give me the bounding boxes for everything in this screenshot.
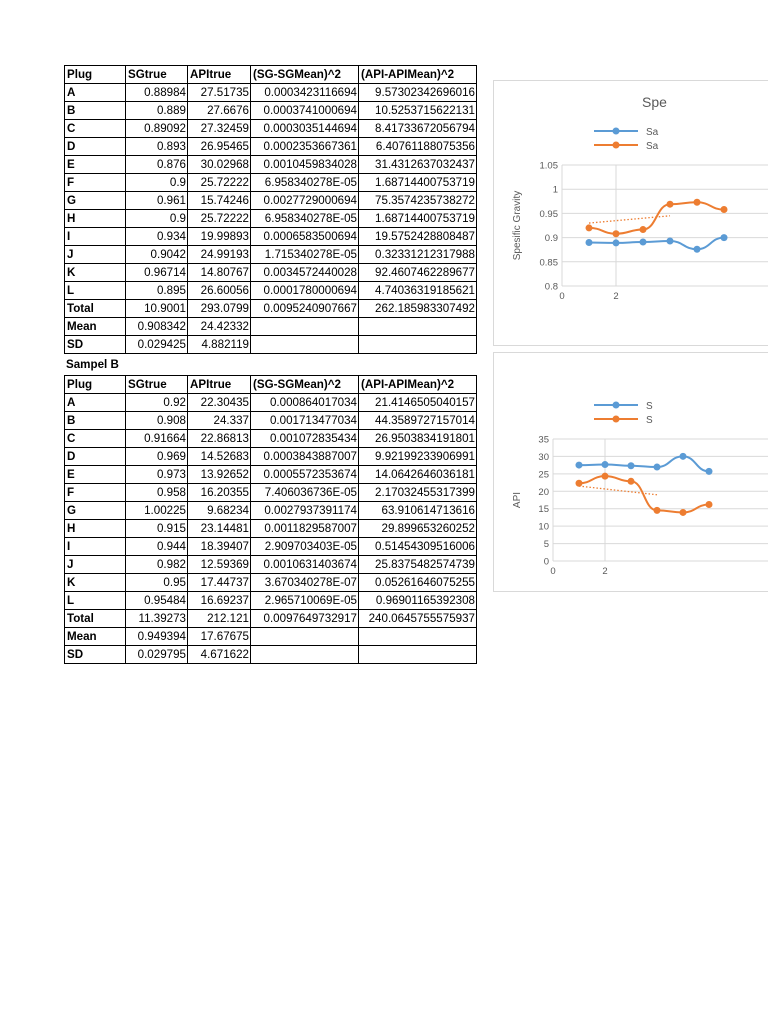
cell[interactable]: 10.9001 — [126, 300, 188, 318]
cell[interactable]: 4.74036319185621 — [359, 282, 477, 300]
table-row — [65, 520, 477, 538]
table-row — [65, 466, 477, 484]
cell[interactable] — [359, 646, 477, 664]
cell[interactable]: 1.00225 — [126, 502, 188, 520]
cell[interactable] — [251, 318, 359, 336]
y-tick-label: 15 — [538, 504, 549, 516]
cell[interactable]: 262.185983307492 — [359, 300, 477, 318]
cell[interactable]: 0.32331212317988 — [359, 246, 477, 264]
table-row — [65, 394, 477, 412]
cell[interactable]: 0.0011829587007 — [251, 520, 359, 538]
cell[interactable]: 0.961 — [126, 192, 188, 210]
total-row — [65, 300, 477, 318]
cell[interactable]: 1.68714400753719 — [359, 210, 477, 228]
cell[interactable]: 23.14481 — [188, 520, 251, 538]
cell[interactable]: Mean — [65, 628, 126, 646]
mean-row — [65, 628, 477, 646]
y-axis-label: API — [512, 491, 523, 509]
cell[interactable]: 2.17032455317399 — [359, 484, 477, 502]
y-tick-label: 0.8 — [544, 281, 558, 293]
cell[interactable]: J — [65, 556, 126, 574]
table-row — [65, 156, 477, 174]
table-row — [65, 574, 477, 592]
sd-row — [65, 336, 477, 354]
data-point — [680, 509, 687, 516]
cell[interactable]: 9.92199233906991 — [359, 448, 477, 466]
table-row — [65, 430, 477, 448]
cell[interactable]: E — [65, 466, 126, 484]
cell[interactable]: Plug — [65, 376, 126, 394]
cell[interactable]: 212.121 — [188, 610, 251, 628]
data-point — [680, 453, 687, 460]
table-row — [65, 246, 477, 264]
header-row — [65, 66, 477, 84]
cell[interactable]: (SG-SGMean)^2 — [251, 66, 359, 84]
cell[interactable]: 9.5730234269601​6 — [359, 84, 477, 102]
series-line — [589, 238, 724, 250]
table-row — [65, 412, 477, 430]
y-tick-label: 0.85 — [539, 257, 558, 269]
cell[interactable]: 26.9503834191801 — [359, 430, 477, 448]
cell[interactable]: 0.029795 — [126, 646, 188, 664]
cell[interactable]: Plug — [65, 66, 126, 84]
cell[interactable]: 2.909703403E-05 — [251, 538, 359, 556]
cell[interactable]: 0.92 — [126, 394, 188, 412]
cell[interactable]: 44.3589727157014 — [359, 412, 477, 430]
data-point — [721, 234, 728, 241]
cell[interactable]: 0.05261646075255 — [359, 574, 477, 592]
cell[interactable]: 1.715340278E-05 — [251, 246, 359, 264]
cell[interactable]: D — [65, 138, 126, 156]
cell[interactable]: 3.670340278E-07 — [251, 574, 359, 592]
cell[interactable]: 4.882119 — [188, 336, 251, 354]
cell[interactable]: L — [65, 592, 126, 610]
cell[interactable]: I — [65, 538, 126, 556]
cell[interactable]: 0.915 — [126, 520, 188, 538]
cell[interactable]: 0.91664 — [126, 430, 188, 448]
data-point — [602, 461, 609, 468]
legend-marker — [613, 142, 620, 149]
legend-marker — [613, 128, 620, 135]
cell[interactable]: 0.889 — [126, 102, 188, 120]
cell[interactable]: 0.0095240907667 — [251, 300, 359, 318]
cell[interactable] — [359, 336, 477, 354]
cell[interactable]: 27.6676 — [188, 102, 251, 120]
cell[interactable]: 18.39407 — [188, 538, 251, 556]
cell[interactable]: 0.0003035144694 — [251, 120, 359, 138]
cell[interactable]: 0.934 — [126, 228, 188, 246]
cell[interactable]: 0.9 — [126, 210, 188, 228]
cell[interactable]: 25.72222 — [188, 174, 251, 192]
y-tick-label: 0 — [543, 556, 549, 568]
y-tick-label: 25 — [538, 469, 549, 481]
cell[interactable]: SGtrue — [126, 66, 188, 84]
cell[interactable]: SGtrue — [126, 376, 188, 394]
cell[interactable]: 0.51454309516006 — [359, 538, 477, 556]
x-tick-label: 0 — [550, 566, 556, 577]
cell[interactable]: 0.95 — [126, 574, 188, 592]
cell[interactable]: 0.0005572353674 — [251, 466, 359, 484]
series-line — [579, 476, 709, 512]
cell[interactable]: SD — [65, 646, 126, 664]
cell[interactable]: 0.0002353667361 — [251, 138, 359, 156]
cell[interactable]: 14.0642646036181 — [359, 466, 477, 484]
table-row — [65, 84, 477, 102]
table-row — [65, 592, 477, 610]
cell[interactable]: 1.68714400753719 — [359, 174, 477, 192]
series-line — [589, 202, 724, 233]
cell[interactable]: F — [65, 484, 126, 502]
table-row — [65, 556, 477, 574]
cell[interactable]: 240.0645755575937 — [359, 610, 477, 628]
cell[interactable]: I — [65, 228, 126, 246]
cell[interactable]: 16.20355 — [188, 484, 251, 502]
cell[interactable]: J — [65, 246, 126, 264]
mean-row — [65, 318, 477, 336]
cell[interactable]: 0.88984 — [126, 84, 188, 102]
cell[interactable]: 0.949394 — [126, 628, 188, 646]
api-chart[interactable] — [493, 352, 768, 592]
cell[interactable]: 9.68234 — [188, 502, 251, 520]
cell[interactable]: APItrue — [188, 376, 251, 394]
cell[interactable]: A — [65, 84, 126, 102]
cell[interactable]: 6.95834027​8E-05 — [251, 174, 359, 192]
cell[interactable]: F — [65, 174, 126, 192]
cell[interactable]: 11.39273 — [126, 610, 188, 628]
cell[interactable]: 0.89092 — [126, 120, 188, 138]
data-point — [586, 239, 593, 246]
cell[interactable]: 63.910614713616 — [359, 502, 477, 520]
cell[interactable]: 0.895 — [126, 282, 188, 300]
cell[interactable]: 22.86813 — [188, 430, 251, 448]
table-row — [65, 264, 477, 282]
cell[interactable]: 24.337 — [188, 412, 251, 430]
table-row — [65, 502, 477, 520]
cell[interactable]: 24.42332 — [188, 318, 251, 336]
cell[interactable]: 0.0006583500694 — [251, 228, 359, 246]
data-point — [706, 468, 713, 475]
cell[interactable]: H — [65, 520, 126, 538]
cell[interactable]: G — [65, 502, 126, 520]
data-point — [654, 507, 661, 514]
cell[interactable]: 0.908342 — [126, 318, 188, 336]
cell[interactable]: APItrue — [188, 66, 251, 84]
cell[interactable]: 29.899653260252 — [359, 520, 477, 538]
cell[interactable]: 7.406036736E-05 — [251, 484, 359, 502]
cell[interactable]: 14.80767 — [188, 264, 251, 282]
cell[interactable]: Total — [65, 610, 126, 628]
legend-marker — [613, 416, 620, 423]
data-point — [613, 230, 620, 237]
cell[interactable] — [251, 646, 359, 664]
cell[interactable]: 25.72222 — [188, 210, 251, 228]
cell[interactable]: D — [65, 448, 126, 466]
cell[interactable]: G — [65, 192, 126, 210]
specific-gravity-chart[interactable] — [493, 80, 768, 346]
cell[interactable]: 21.4146505040157 — [359, 394, 477, 412]
specific-gravity-chart-svg — [494, 81, 768, 345]
cell[interactable]: 16.69237 — [188, 592, 251, 610]
y-tick-label: 20 — [538, 486, 549, 498]
cell[interactable]: 0.908 — [126, 412, 188, 430]
cell[interactable]: 0.0003423116694 — [251, 84, 359, 102]
chart-title: Spe — [642, 94, 667, 110]
legend-label: Sa — [646, 141, 659, 152]
cell[interactable] — [359, 628, 477, 646]
y-tick-label: 1.05 — [539, 160, 558, 172]
cell[interactable]: 0.0097649732917 — [251, 610, 359, 628]
cell[interactable]: K — [65, 574, 126, 592]
data-point — [640, 238, 647, 245]
cell[interactable]: C — [65, 430, 126, 448]
cell[interactable]: 12.59369 — [188, 556, 251, 574]
data-point — [613, 239, 620, 246]
cell[interactable]: 0.0027937391174 — [251, 502, 359, 520]
cell[interactable]: 6.958340278E-05 — [251, 210, 359, 228]
cell[interactable]: L — [65, 282, 126, 300]
y-tick-label: 10 — [538, 521, 549, 533]
data-point — [628, 462, 635, 469]
y-tick-label: 0.9 — [544, 233, 558, 245]
table-row — [65, 282, 477, 300]
x-tick-label: 2 — [602, 566, 608, 577]
data-point — [706, 501, 713, 508]
cell[interactable]: 13.92652 — [188, 466, 251, 484]
cell[interactable]: 19.99893 — [188, 228, 251, 246]
cell[interactable]: SD — [65, 336, 126, 354]
cell[interactable]: 0.876 — [126, 156, 188, 174]
cell[interactable]: 0.96901165392308 — [359, 592, 477, 610]
cell[interactable]: (API-APIMean)^2 — [359, 376, 477, 394]
cell[interactable]: 2.965710069E-05 — [251, 592, 359, 610]
sample-a-table — [64, 65, 477, 354]
data-point — [694, 246, 701, 253]
table-row — [65, 138, 477, 156]
data-point — [628, 478, 635, 485]
cell[interactable]: 0.0001780000694 — [251, 282, 359, 300]
cell[interactable]: H — [65, 210, 126, 228]
y-tick-label: 1 — [552, 184, 558, 196]
cell[interactable]: 0.944 — [126, 538, 188, 556]
table-row — [65, 484, 477, 502]
legend-label: Sa — [646, 127, 659, 138]
cell[interactable]: 6.40761188075356 — [359, 138, 477, 156]
data-point — [602, 473, 609, 480]
cell[interactable]: 25.8375482574739 — [359, 556, 477, 574]
y-tick-label: 0.95 — [539, 208, 558, 220]
cell[interactable]: 0.96714 — [126, 264, 188, 282]
cell[interactable] — [251, 628, 359, 646]
cell[interactable]: E — [65, 156, 126, 174]
y-axis-label: Spesific Gravity — [512, 190, 523, 261]
cell[interactable]: (API-APIMean)^2 — [359, 66, 477, 84]
cell[interactable]: 8.41733672056794 — [359, 120, 477, 138]
cell[interactable]: 24.99193 — [188, 246, 251, 264]
cell[interactable]: (SG-SGMean)^2 — [251, 376, 359, 394]
cell[interactable]: 0.9042 — [126, 246, 188, 264]
legend-marker — [613, 402, 620, 409]
cell[interactable]: 293.0799 — [188, 300, 251, 318]
cell[interactable]: 27.51735 — [188, 84, 251, 102]
data-point — [586, 224, 593, 231]
cell[interactable]: 10.5253715622131 — [359, 102, 477, 120]
cell[interactable]: 22.30435 — [188, 394, 251, 412]
data-point — [721, 206, 728, 213]
sd-row — [65, 646, 477, 664]
cell[interactable]: 27.32459 — [188, 120, 251, 138]
x-tick-label: 2 — [613, 291, 619, 302]
table-row — [65, 448, 477, 466]
cell[interactable]: 0.982 — [126, 556, 188, 574]
data-point — [576, 480, 583, 487]
cell[interactable]: 0.0010459834028 — [251, 156, 359, 174]
sample-b-label: Sampel B — [66, 358, 119, 371]
table-row — [65, 102, 477, 120]
cell[interactable]: 0.9 — [126, 174, 188, 192]
cell[interactable]: 0.0027729000694 — [251, 192, 359, 210]
data-point — [694, 199, 701, 206]
cell[interactable]: 26.95465 — [188, 138, 251, 156]
cell[interactable]: 4.671622 — [188, 646, 251, 664]
cell[interactable]: C — [65, 120, 126, 138]
cell[interactable] — [359, 318, 477, 336]
table-row — [65, 192, 477, 210]
cell[interactable]: 0.0010631403674 — [251, 556, 359, 574]
table-row — [65, 538, 477, 556]
data-point — [654, 464, 661, 471]
cell[interactable]: 15.74246 — [188, 192, 251, 210]
header-row — [65, 376, 477, 394]
data-point — [667, 237, 674, 244]
data-point — [640, 226, 647, 233]
cell[interactable]: 17.67675 — [188, 628, 251, 646]
cell[interactable]: 0.001072835434 — [251, 430, 359, 448]
trendline — [589, 216, 670, 223]
cell[interactable]: 0.969 — [126, 448, 188, 466]
cell[interactable]: Mean — [65, 318, 126, 336]
cell[interactable]: 0.893 — [126, 138, 188, 156]
table-row — [65, 120, 477, 138]
cell[interactable]: 75.3574235738272 — [359, 192, 477, 210]
x-tick-label: 0 — [559, 291, 565, 302]
cell[interactable]: 92.4607462289677 — [359, 264, 477, 282]
data-point — [667, 201, 674, 208]
cell[interactable]: 30.02968 — [188, 156, 251, 174]
api-chart-svg — [494, 353, 768, 591]
cell[interactable]: 19.5752428808487 — [359, 228, 477, 246]
cell[interactable]: 0.0034572440028 — [251, 264, 359, 282]
cell[interactable]: 26.60056 — [188, 282, 251, 300]
cell[interactable]: 0.001713477034 — [251, 412, 359, 430]
cell[interactable]: A — [65, 394, 126, 412]
trendline — [579, 486, 657, 495]
cell[interactable]: 17.44737 — [188, 574, 251, 592]
cell[interactable]: 14.52683 — [188, 448, 251, 466]
cell[interactable]: B — [65, 412, 126, 430]
legend-label: S — [646, 401, 653, 412]
cell[interactable] — [251, 336, 359, 354]
total-row — [65, 610, 477, 628]
cell[interactable]: 0.973 — [126, 466, 188, 484]
table-row — [65, 228, 477, 246]
cell[interactable]: 31.4312637032437 — [359, 156, 477, 174]
cell[interactable]: B — [65, 102, 126, 120]
y-tick-label: 35 — [538, 434, 549, 446]
legend-label: S — [646, 415, 653, 426]
y-tick-label: 5 — [543, 539, 549, 551]
cell[interactable]: 0.958 — [126, 484, 188, 502]
cell[interactable]: K — [65, 264, 126, 282]
cell[interactable]: 0.95484 — [126, 592, 188, 610]
cell[interactable]: 0.0003741000694 — [251, 102, 359, 120]
cell[interactable]: 0.029425 — [126, 336, 188, 354]
sample-b-table — [64, 375, 477, 664]
table-row — [65, 174, 477, 192]
data-point — [576, 462, 583, 469]
table-row — [65, 210, 477, 228]
series-line — [579, 456, 709, 471]
cell[interactable]: 0.0003843887007 — [251, 448, 359, 466]
y-tick-label: 30 — [538, 451, 549, 463]
cell[interactable]: 0.000864017034 — [251, 394, 359, 412]
cell[interactable]: Total — [65, 300, 126, 318]
